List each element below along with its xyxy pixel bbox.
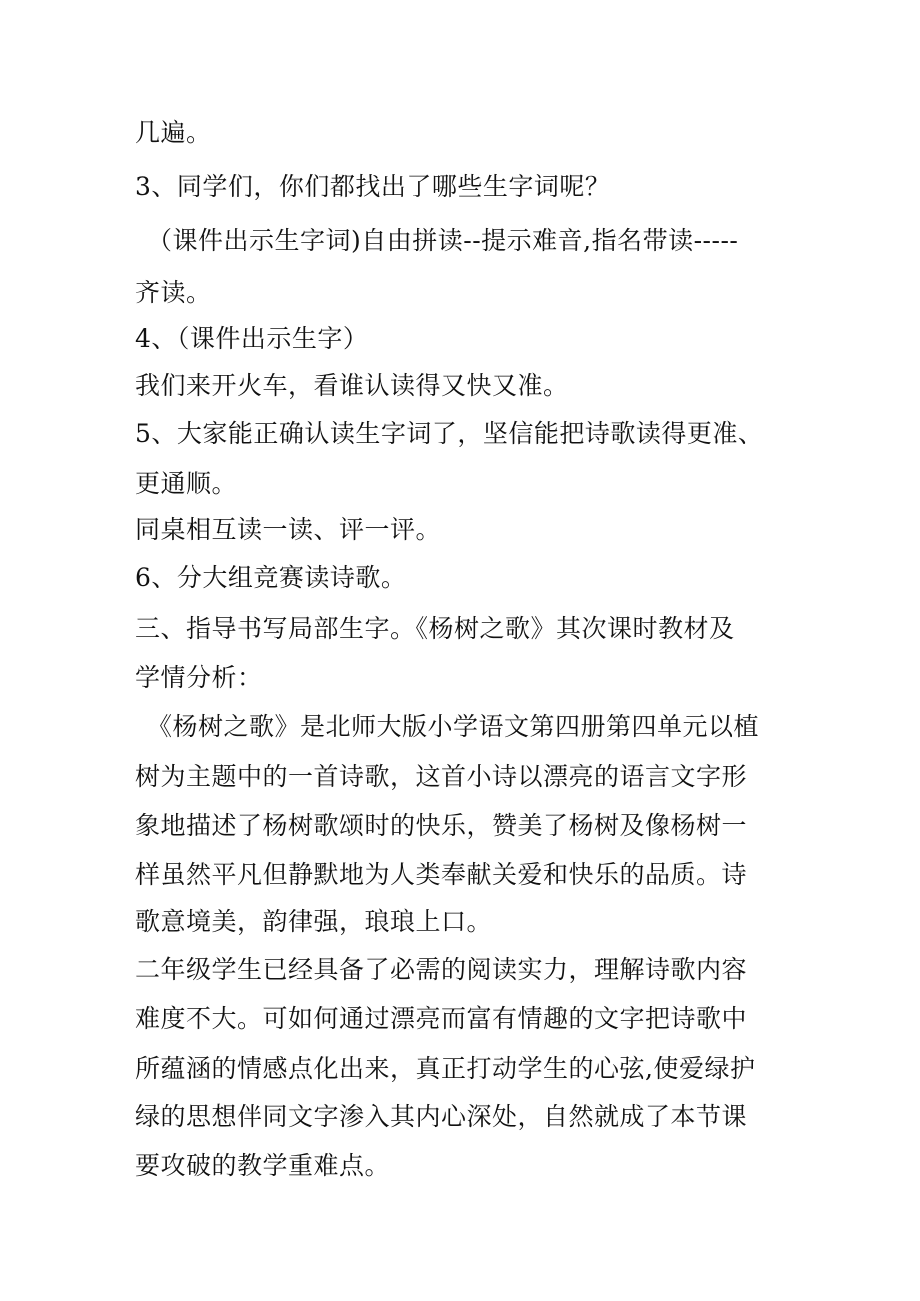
text-line: 象地描述了杨树歌颂时的快乐，赞美了杨树及像杨树一 <box>135 811 748 840</box>
text-line: 二年级学生已经具备了必需的阅读实力，理解诗歌内容 <box>135 955 748 984</box>
text-line: 难度不大。可如何通过漂亮而富有情趣的文字把诗歌中 <box>135 1004 748 1033</box>
text-line: 3、同学们，你们都找出了哪些生字词呢？ <box>135 172 611 201</box>
text-line: 所蕴涵的情感点化出来，真正打动学生的心弦,使爱绿护 <box>135 1054 756 1083</box>
text-line: 歌意境美，韵律强，琅琅上口。 <box>135 907 493 936</box>
text-line: 更通顺。 <box>135 469 238 498</box>
text-line: 样虽然平凡但静默地为人类奉献关爱和快乐的品质。诗 <box>135 860 748 889</box>
text-line: 要攻破的教学重难点。 <box>135 1151 391 1180</box>
text-line: 我们来开火车，看谁认读得又快又准。 <box>135 371 569 400</box>
text-line: 4、（课件出示生字） <box>135 324 369 353</box>
text-line: 同桌相互读一读、评一评。 <box>135 515 442 544</box>
text-line: 5、大家能正确认读生字词了，坚信能把诗歌读得更准、 <box>135 419 764 448</box>
text-line: （课件出示生字词)自由拼读--提示难音,指名带读----- <box>147 226 739 255</box>
text-line: 绿的思想伴同文字渗入其内心深处，自然就成了本节课 <box>135 1102 748 1131</box>
text-line: 树为主题中的一首诗歌，这首小诗以漂亮的语言文字形 <box>135 762 748 791</box>
text-line: 三、指导书写局部生字。《杨树之歌》其次课时教材及 <box>135 614 735 643</box>
text-line: 齐读。 <box>135 278 212 307</box>
text-line: 学情分析： <box>135 663 263 692</box>
text-line: 几遍。 <box>135 118 212 147</box>
text-line: 6、分大组竞赛读诗歌。 <box>135 563 407 592</box>
text-line: 《杨树之歌》是北师大版小学语文第四册第四单元以植 <box>147 712 760 741</box>
